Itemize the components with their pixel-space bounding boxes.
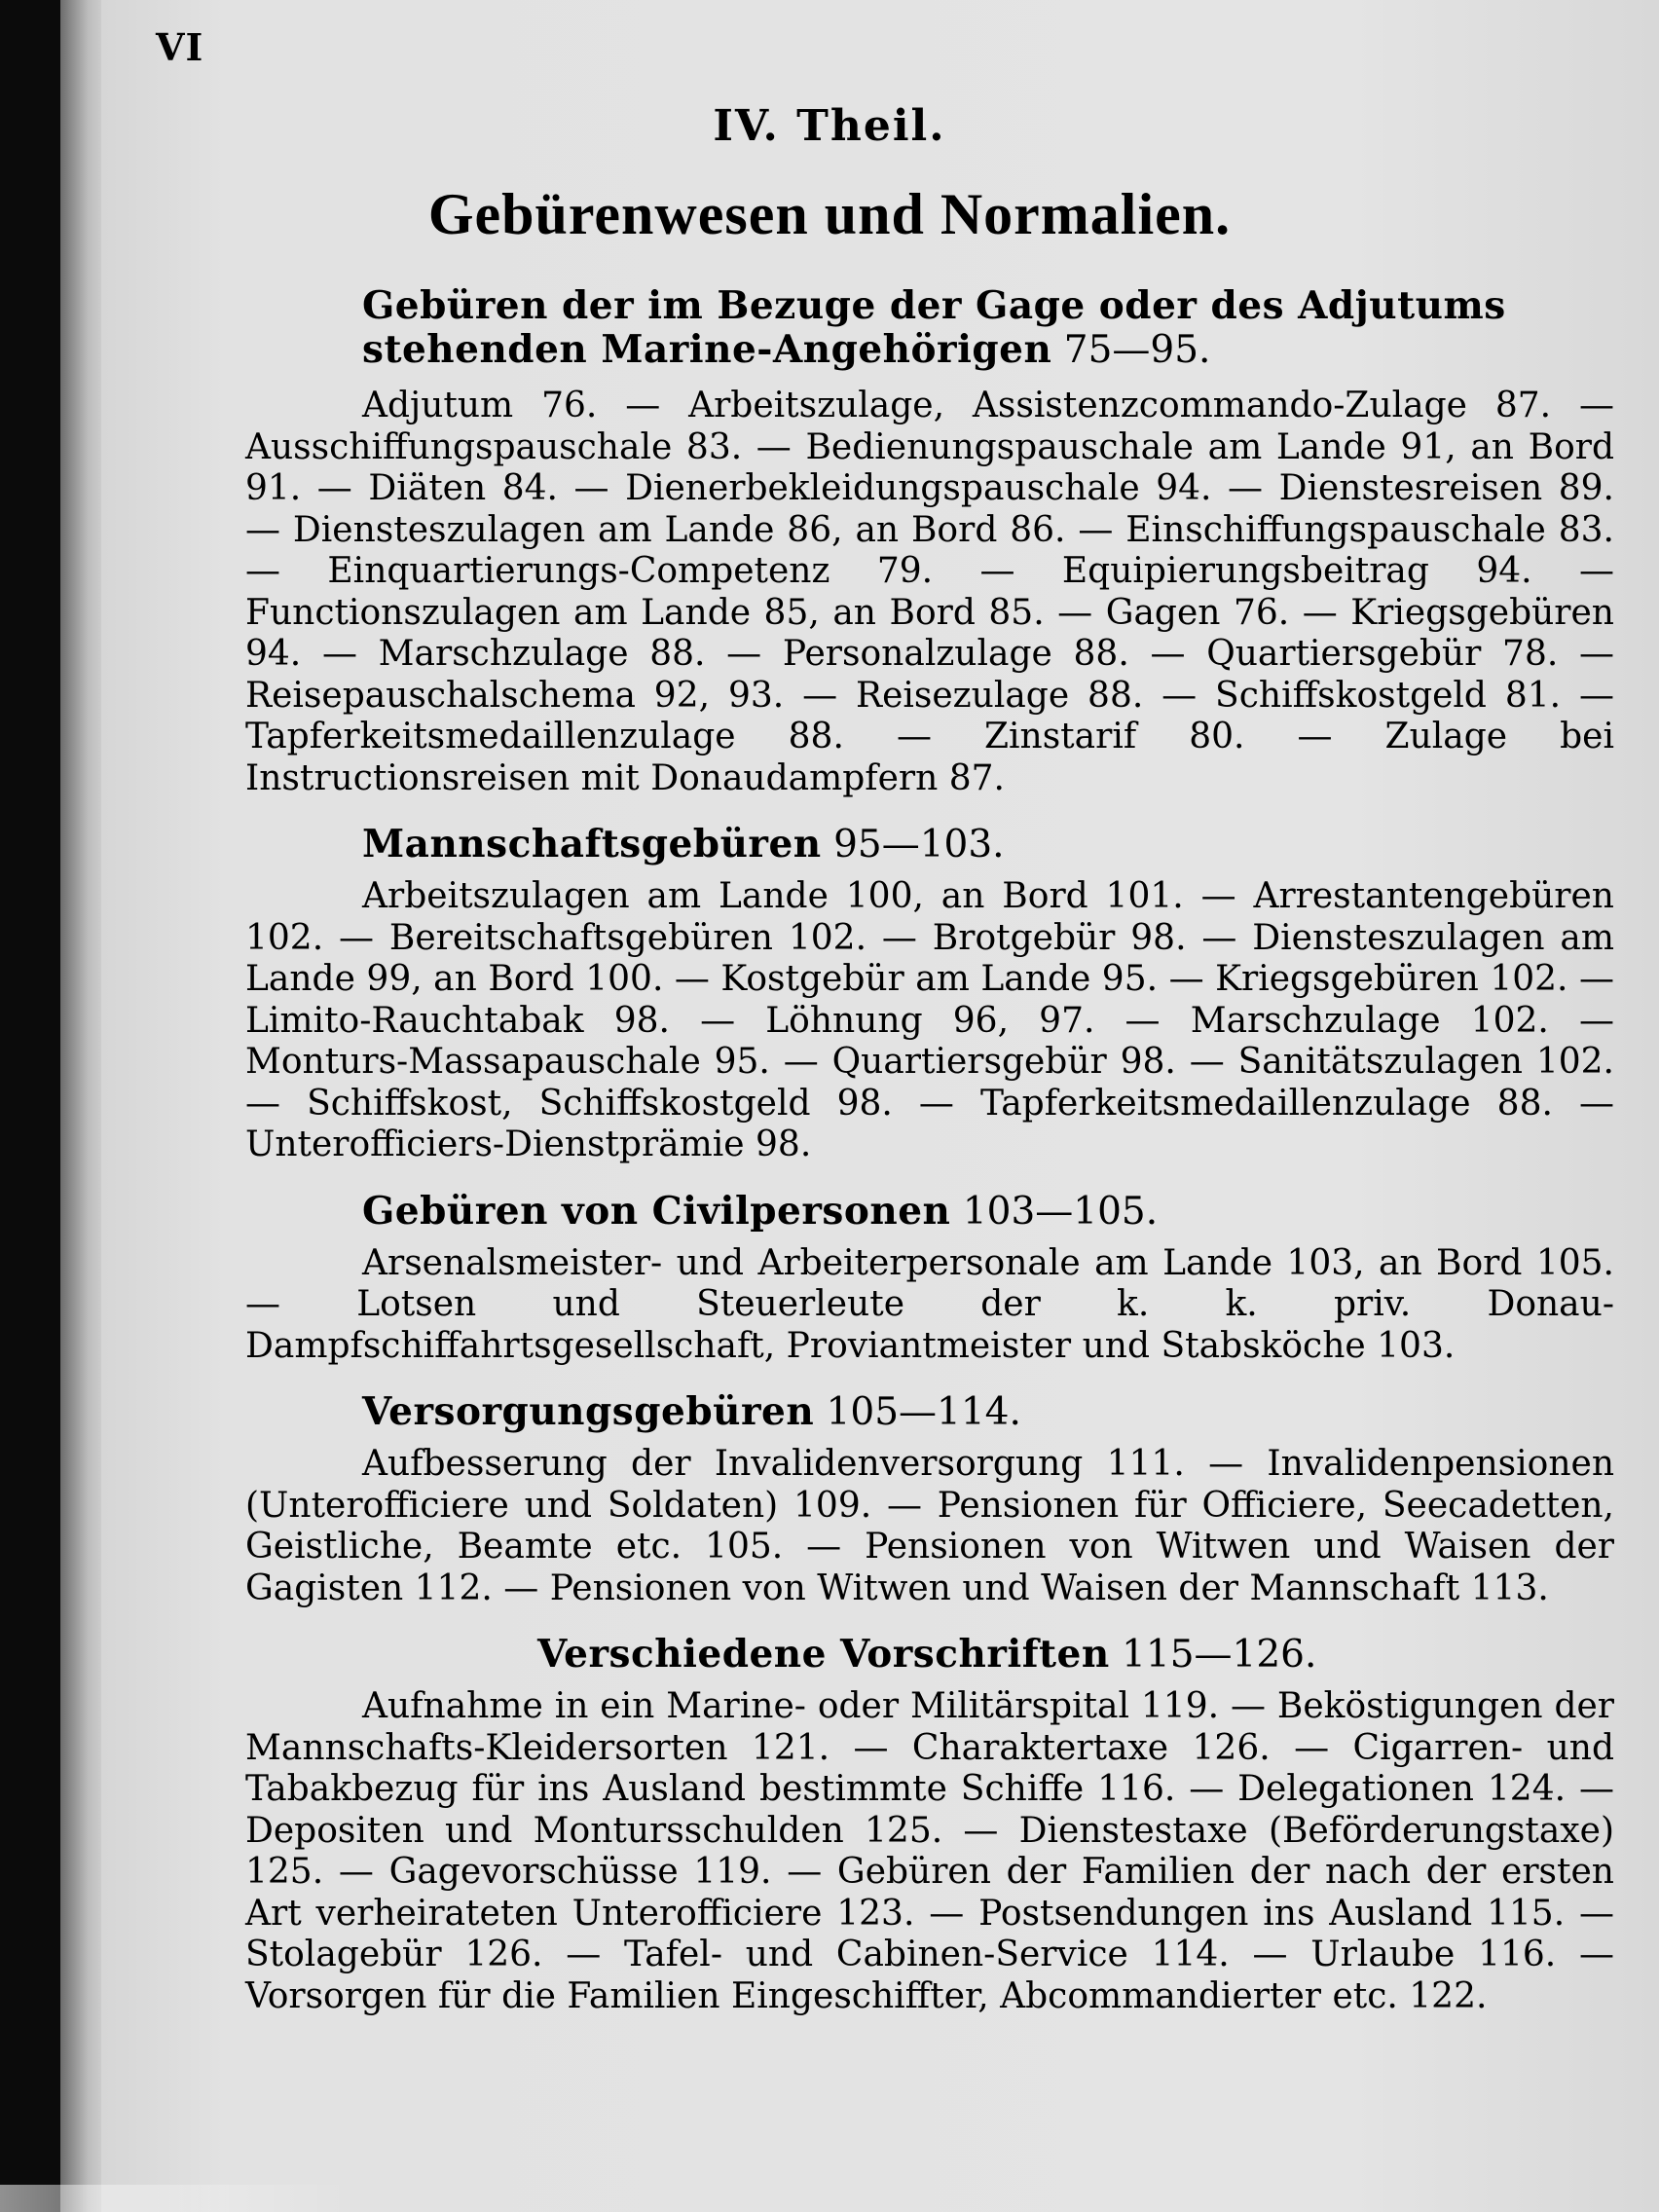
section-entries: Aufbesserung der Invalidenversorgung 111. — Invalidenpensionen (Unterofficiere und Soldaten) 109. — Pensionen für Officiere, Seecadetten, Geistliche, Beamte etc. 105. — Pensionen von Witwen und Waisen der Gagisten 112. — Pensionen von Witwen und Waisen der Mannschaft 113. xyxy=(245,1444,1614,1608)
section-page-range: 103—105. xyxy=(962,1189,1159,1234)
section-page-range: 75—95. xyxy=(1063,328,1211,372)
section-page-range: 115—126. xyxy=(1122,1633,1317,1677)
main-title: Gebürenwesen und Normalien. xyxy=(427,182,1232,246)
part-title: IV. Theil. xyxy=(713,101,946,151)
page-edge xyxy=(60,0,107,2212)
section-heading xyxy=(245,284,1614,372)
section-heading xyxy=(245,823,1614,866)
section-heading xyxy=(245,1633,1614,1677)
section-page-range: 105—114. xyxy=(826,1390,1021,1434)
watermark-band xyxy=(0,2185,350,2212)
section-miscellaneous-rules xyxy=(245,1633,1614,2017)
page-number: VI xyxy=(156,25,204,69)
book-spine-shadow xyxy=(0,0,60,2212)
section-heading-text: Verschiedene Vorschriften xyxy=(537,1632,1110,1677)
section-entries: Adjutum 76. — Arbeitszulage, Assistenzcommando-Zulage 87. — Ausschiffungspauschale 83. — Bedienungspauschale am Lande 91, an Bord 91. — Diäten 84. — Dienerbekleidungspauschale 94. — Dienstesreisen 89. — Diensteszulagen am Lande 86, an Bord 86. — Einschiffungspauschale 83. — Einquartierungs-Competenz 79. — Equipierungsbeitrag 94. — Functionszulagen am Lande 85, an Bord 85. — Gagen 76. — Kriegsgebüren 94. — Marschzulage 88. — Personalzulage 88. — Quartiersgebür 78. — Reisepauschalschema 92, 93. — Reisezulage 88. — Schiffskostgeld 81. — Tapferkeitsmedaillenzulage 88. — Zinstarif 80. — Zulage bei Instructionsreisen mit Donaudampfern 87. xyxy=(245,386,1614,798)
section-civilian-fees xyxy=(245,1190,1614,1368)
section-entries: Arsenalsmeister- und Arbeiterpersonale am Lande 103, an Bord 105. — Lotsen und Steuerleute der k. k. priv. Donau-Dampfschiffahrtsgesellschaft, Proviantmeister und Stabsköche 103. xyxy=(245,1242,1614,1366)
table-of-contents xyxy=(245,284,1614,2041)
section-page-range: 95—103. xyxy=(833,823,1005,866)
section-heading xyxy=(245,1390,1614,1434)
section-heading-text: Gebüren von Civilpersonen xyxy=(362,1188,951,1234)
section-entries: Arbeitszulagen am Lande 100, an Bord 101. — Arrestantengebüren 102. — Bereitschaftsgebüren 102. — Brotgebür 98. — Diensteszulagen am Lande 99, an Bord 100. — Kostgebür am Lande 95. — Kriegsgebüren 102. — Limito-Rauchtabak 98. — Löhnung 96, 97. — Marschzulage 102. — Monturs-Massapauschale 95. — Quartiersgebür 98. — Sanitätszulagen 102. — Schiffskost, Schiffskostgeld 98. — Tapferkeitsmedaillenzulage 88. — Unterofficiers-Dienstprämie 98. xyxy=(245,876,1614,1164)
section-officer-fees xyxy=(245,284,1614,799)
section-heading-text: Versorgungsgebüren xyxy=(362,1389,815,1434)
section-heading xyxy=(245,1190,1614,1234)
section-heading-text: Gebüren der im Bezuge der Gage oder des Adjutums stehenden Marine-Angehörigen xyxy=(362,283,1506,372)
section-pension-fees xyxy=(245,1390,1614,1609)
section-entries: Aufnahme in ein Marine- oder Militärspital 119. — Beköstigungen der Mannschafts-Kleidersorten 121. — Charaktertaxe 126. — Cigarren- und Tabakbezug für ins Ausland bestimmte Schiffe 116. — Delegationen 124. — Depositen und Montursschulden 125. — Dienstestaxe (Beförderungstaxe) 125. — Gagevorschüsse 119. — Gebüren der Familien der nach der ersten Art verheirateten Unterofficiere 123. — Postsendungen ins Ausland 115. — Stolagebür 126. — Tafel- und Cabinen-Service 114. — Urlaube 116. — Vorsorgen für die Familien Eingeschiffter, Abcommandierter etc. 122. xyxy=(245,1686,1614,2016)
section-crew-fees xyxy=(245,823,1614,1166)
section-heading-text: Mannschaftsgebüren xyxy=(362,822,822,866)
